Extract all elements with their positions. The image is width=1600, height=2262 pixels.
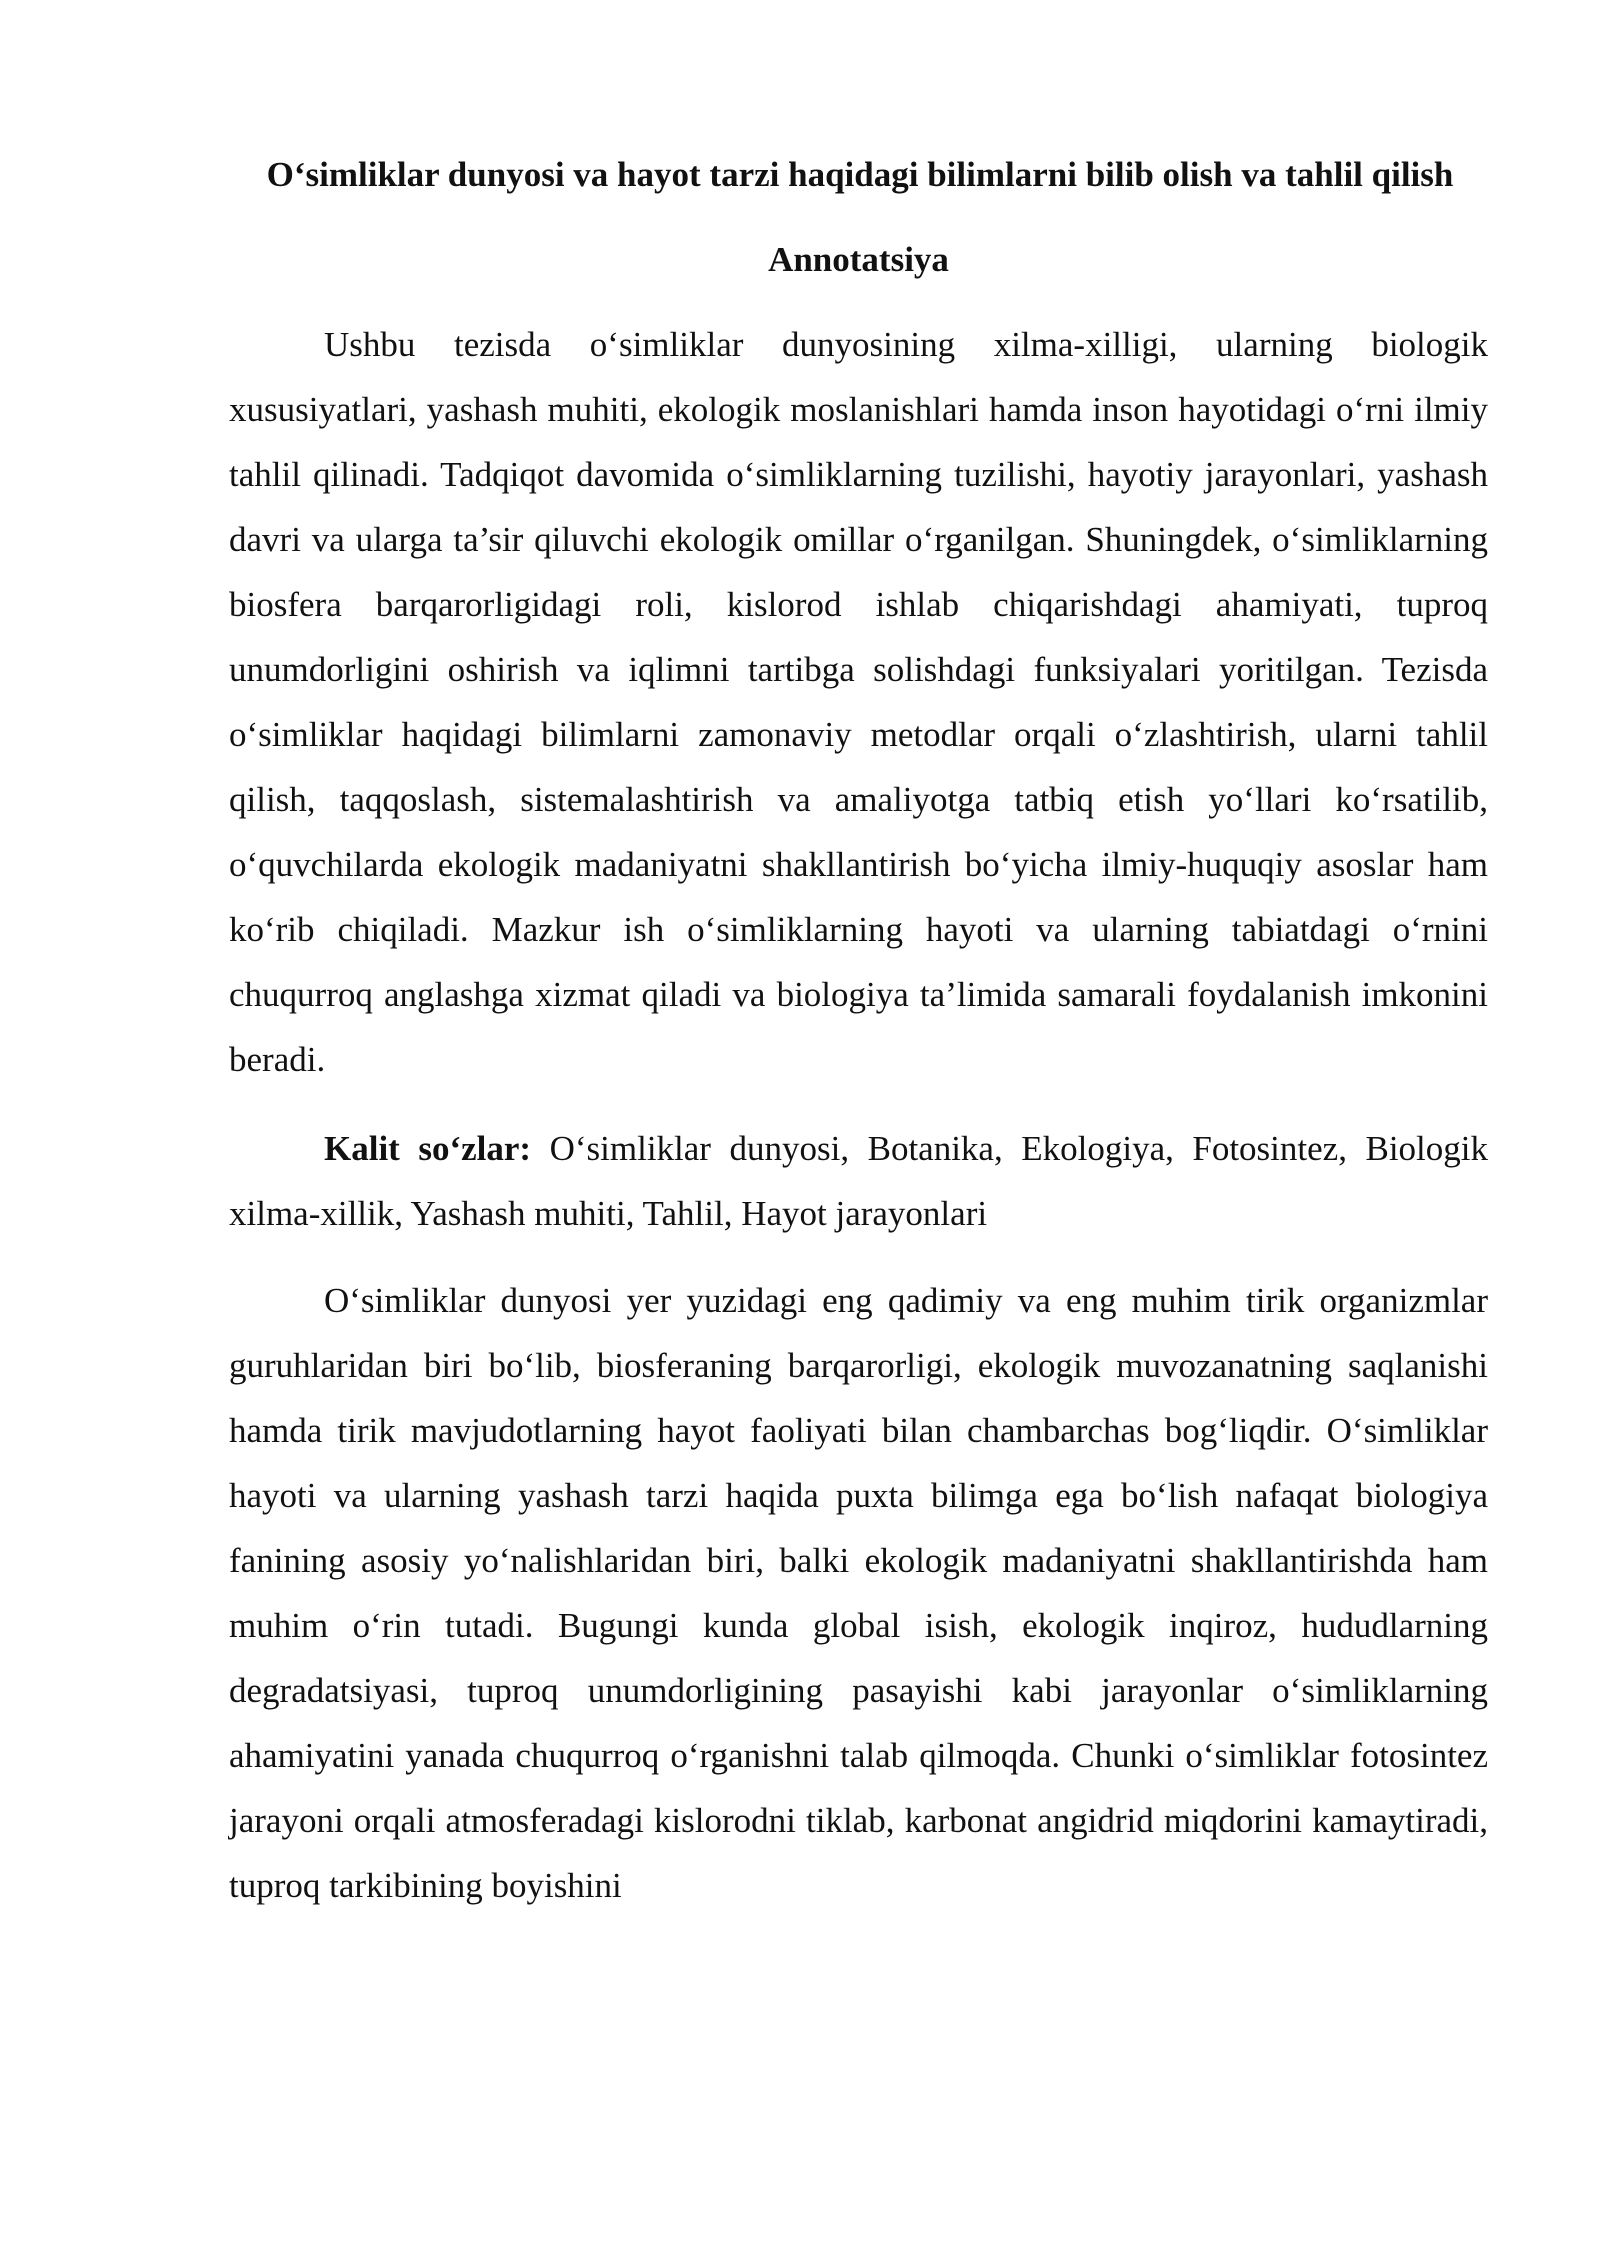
keywords-list: O‘simliklar dunyosi, Botanika, Ekologiya, Fotosintez, Biologik xilma-xillik, Yashash muhiti, Tahlil, Hayot jarayonlari: [229, 1129, 1488, 1233]
page-content: [229, 142, 1488, 1918]
keywords-paragraph: [229, 1116, 1488, 1246]
keywords-label: Kalit so‘zlar:: [324, 1129, 532, 1168]
annotation-heading: Annotatsiya: [768, 240, 949, 279]
annotation-paragraph: Ushbu tezisda o‘simliklar dunyosining xilma-xilligi, ularning biologik xususiyatlari, yashash muhiti, ekologik moslanishlari hamda inson hayotidagi o‘rni ilmiy tahlil qilinadi. Tadqiqot davomida o‘simliklarning tuzilishi, hayotiy jarayonlari, yashash davri va ularga ta’sir qiluvchi ekologik omillar o‘rganilgan. Shuningdek, o‘simliklarning biosfera barqarorligidagi roli, kislorod ishlab chiqarishdagi ahamiyati, tuproq unumdorligini oshirish va iqlimni tartibga solishdagi funksiyalari yoritilgan. Tezisda o‘simliklar haqidagi bilimlarni zamonaviy metodlar orqali o‘zlashtirish, ularni tahlil qilish, taqqoslash, sistemalashtirish va amaliyotga tatbiq etish yo‘llari ko‘rsatilib, o‘quvchilarda ekologik madaniyatni shakllantirish bo‘yicha ilmiy-huquqiy asoslar ham ko‘rib chiqiladi. Mazkur ish o‘simliklarning hayoti va ularning tabiatdagi o‘rnini chuqurroq anglashga xizmat qiladi va biologiya ta’limida samarali foydalanish imkonini beradi.: [229, 325, 1488, 1079]
document-title: O‘simliklar dunyosi va hayot tarzi haqidagi bilimlarni bilib olish va tahlil qilish: [266, 155, 1454, 194]
body-paragraph: O‘simliklar dunyosi yer yuzidagi eng qadimiy va eng muhim tirik organizmlar guruhlaridan biri bo‘lib, biosferaning barqarorligi, ekologik muvozanatning saqlanishi hamda tirik mavjudotlarning hayot faoliyati bilan chambarchas bog‘liqdir. O‘simliklar hayoti va ularning yashash tarzi haqida puxta bilimga ega bo‘lish nafaqat biologiya fanining asosiy yo‘nalishlaridan biri, balki ekologik madaniyatni shakllantirishda ham muhim o‘rin tutadi. Bugungi kunda global isish, ekologik inqiroz, hududlarning degradatsiyasi, tuproq unumdorligining pasayishi kabi jarayonlar o‘simliklarning ahamiyatini yanada chuqurroq o‘rganishni talab qilmoqda. Chunki o‘simliklar fotosintez jarayoni orqali atmosferadagi kislorodni tiklab, karbonat angidrid miqdorini kamaytiradi, tuproq tarkibining boyishini: [229, 1281, 1488, 1905]
